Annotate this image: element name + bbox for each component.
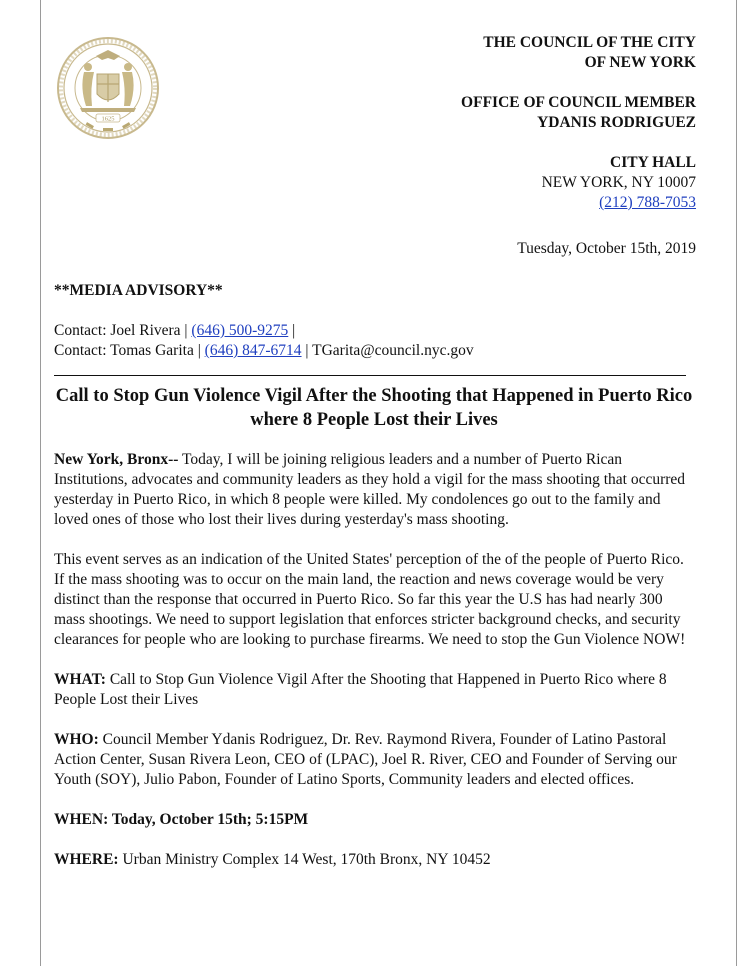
contact-line-2	[54, 341, 694, 361]
intro-paragraph	[54, 450, 694, 530]
what-label: WHAT:	[54, 671, 106, 688]
what-text: Call to Stop Gun Violence Vigil After the Shooting that Happened in Puerto Rico where 8 People Lost their Lives	[54, 671, 667, 708]
contact-1-suffix: |	[288, 322, 296, 339]
contact-1-phone-link[interactable]: (646) 500-9275	[191, 322, 289, 339]
release-body	[54, 281, 694, 890]
page-edge-right	[736, 0, 737, 966]
seal-year: 1625	[101, 115, 115, 123]
who-label: WHO:	[54, 731, 99, 748]
intro-text: Today, I will be joining religious leaders and a number of Puerto Rican Institutions, advocates and community leaders as they hold a vigil for the mass shooting that occurred yesterday in Puerto Rico, in which 8 people were killed. My condolences go out to the family and loved ones of those who lost their lives during yesterday's mass shooting.	[54, 451, 686, 528]
what-paragraph	[54, 670, 694, 710]
address-line2: NEW YORK, NY 10007	[541, 174, 696, 191]
address-line1: CITY HALL	[610, 154, 696, 171]
second-paragraph: This event serves as an indication of the United States' perception of the of the people of Puerto Rico. If the mass shooting was to occur on the main land, the reaction and news coverage would be very distinct than the response that occurred in Puerto Rico. So far this year the U.S has had nearly 300 mass shootings. We need to support legislation that enforces stricter background checks, and security clearances for people who are looking to purchase firearms. We need to stop the Gun Violence NOW!	[54, 551, 686, 648]
city-seal-logo	[56, 36, 160, 140]
council-name-line1: THE COUNCIL OF THE CITY	[483, 34, 696, 51]
when-paragraph: WHEN: Today, October 15th; 5:15PM	[54, 811, 309, 828]
where-label: WHERE:	[54, 851, 119, 868]
who-text: Council Member Ydanis Rodriguez, Dr. Rev. Raymond Rivera, Founder of Latino Pastoral Action Center, Susan Rivera Leon, CEO of (LPAC), Joel R. River, CEO and Founder of Serving our Youth (SOY), Julio Pabon, Founder of Latino Sports, Community leaders and elected offices.	[54, 731, 677, 788]
section-divider	[54, 375, 686, 376]
contact-2-phone-link[interactable]: (646) 847-6714	[204, 342, 302, 359]
office-line1: OFFICE OF COUNCIL MEMBER	[461, 94, 696, 111]
media-advisory-label: **MEDIA ADVISORY**	[54, 282, 223, 299]
where-text: Urban Ministry Complex 14 West, 170th Bronx, NY 10452	[118, 851, 491, 868]
contact-2-text: Contact: Tomas Garita |	[54, 342, 205, 359]
contact-line-1	[54, 321, 694, 341]
where-paragraph	[54, 850, 694, 870]
letterhead	[461, 33, 696, 213]
council-name-line2: OF NEW YORK	[584, 54, 696, 71]
headline: Call to Stop Gun Violence Vigil After the Shooting that Happened in Puerto Rico where 8 People Lost their Lives	[55, 386, 693, 430]
page-edge-left	[40, 0, 41, 966]
contact-1-text: Contact: Joel Rivera |	[54, 322, 192, 339]
dateline: New York, Bronx--	[54, 451, 179, 468]
office-line2: YDANIS RODRIGUEZ	[537, 114, 696, 131]
contact-2-suffix: | TGarita@council.nyc.gov	[301, 342, 474, 359]
office-phone-link[interactable]: (212) 788-7053	[599, 194, 696, 211]
release-date: Tuesday, October 15th, 2019	[517, 240, 696, 257]
who-paragraph	[54, 730, 694, 790]
